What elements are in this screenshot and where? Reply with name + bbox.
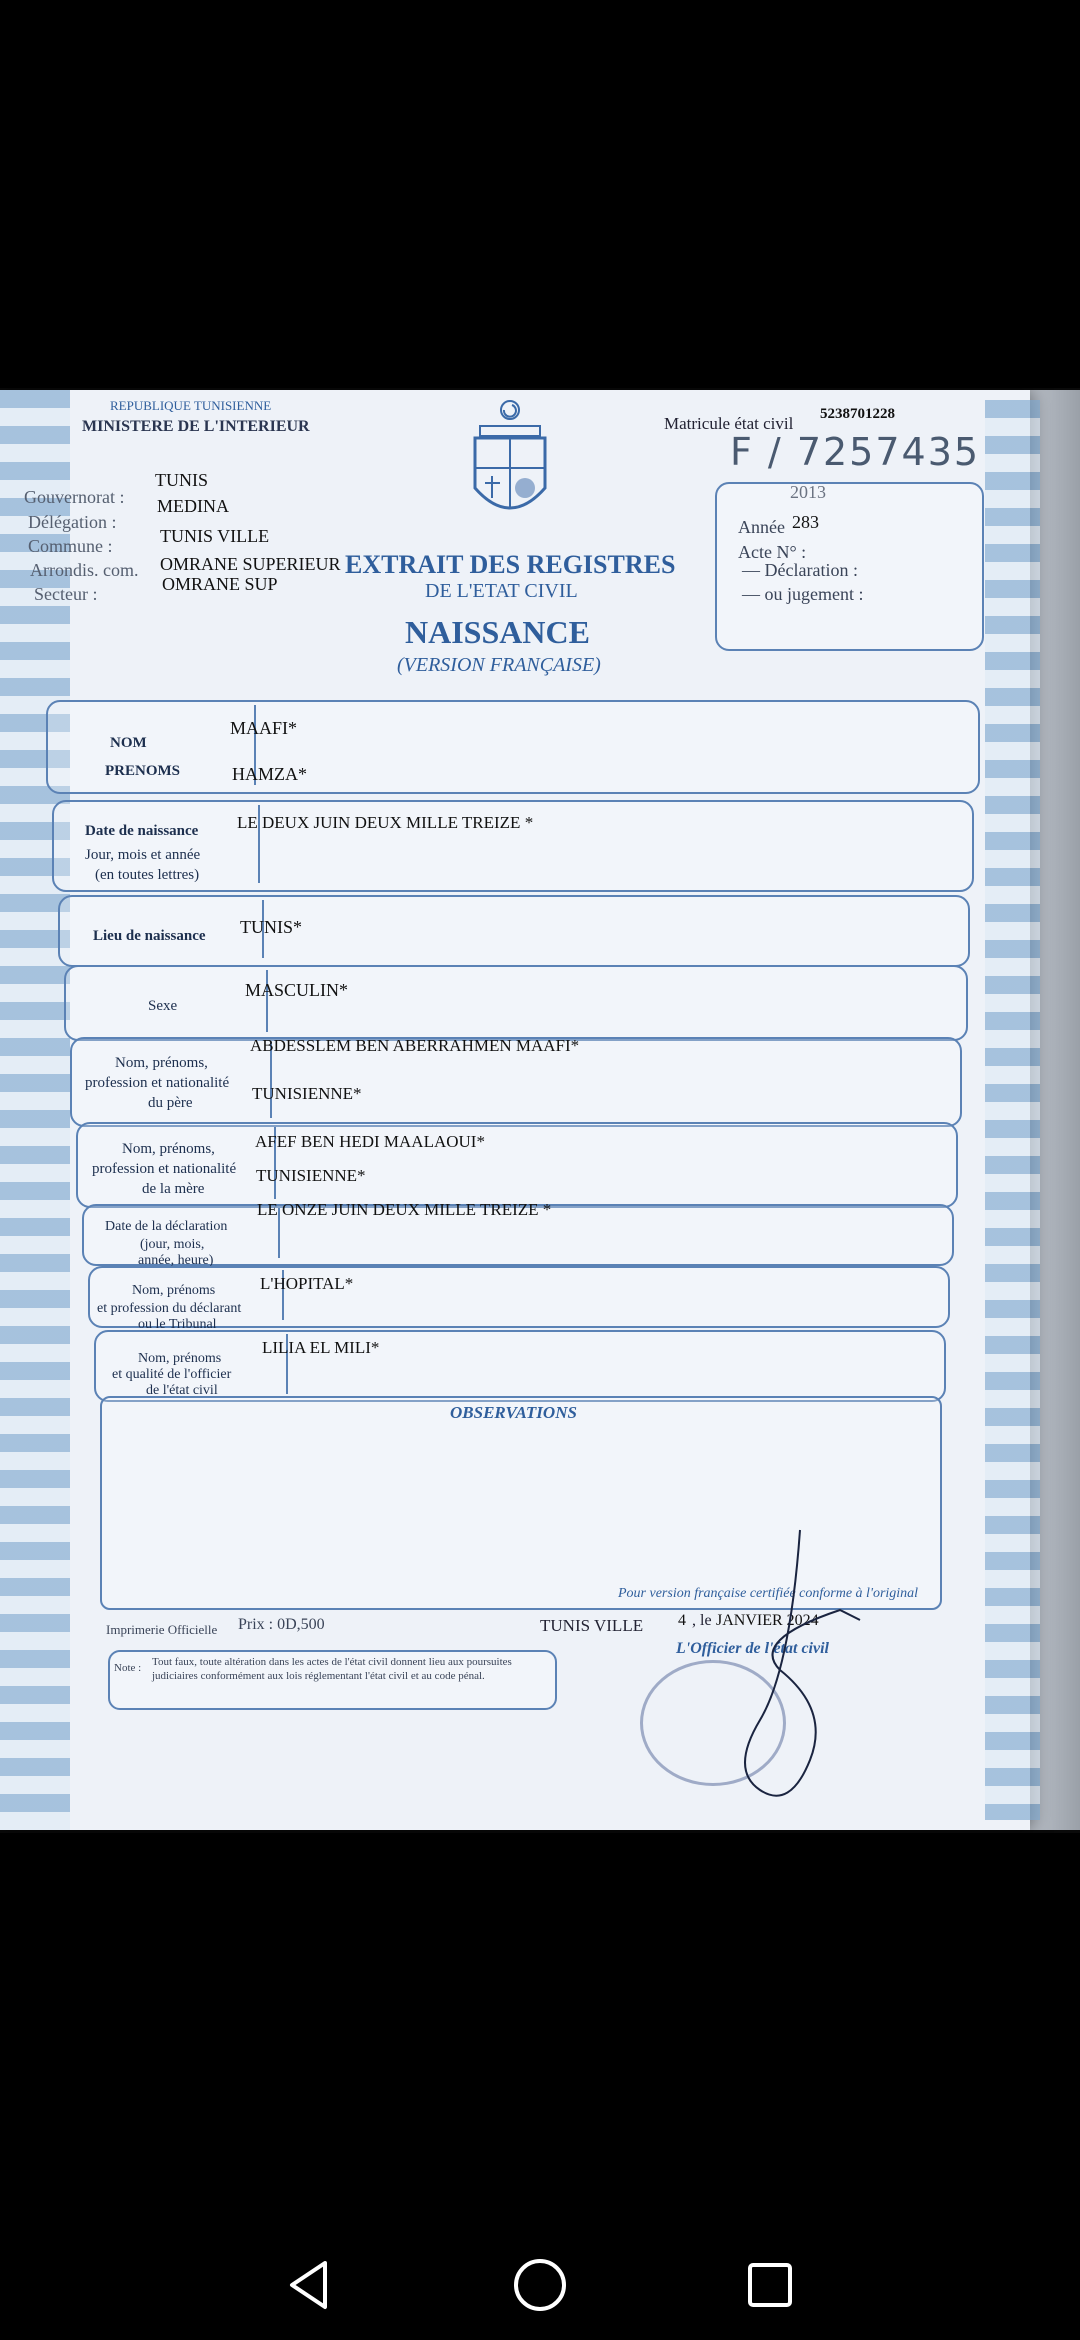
- matricule-label: Matricule état civil: [664, 414, 794, 433]
- sexe-value: MASCULIN*: [245, 980, 349, 1000]
- declarant-row: [88, 1266, 950, 1328]
- declaration-label: — Déclaration :: [742, 560, 858, 580]
- pere-label: Nom, prénoms,: [115, 1055, 208, 1071]
- gouvernorat-label: Gouvernorat :: [24, 487, 125, 507]
- officier-signature-title: L'Officier de l'état civil: [676, 1640, 829, 1657]
- matricule-value: 5238701228: [820, 406, 895, 422]
- decl-label: Date de la déclaration: [105, 1219, 228, 1234]
- prix-label: Prix : 0D,500: [238, 1616, 325, 1633]
- annee-label: Année: [738, 517, 785, 537]
- arrondis-value: OMRANE SUPERIEUR: [160, 554, 341, 574]
- document-subtitle: DE L'ETAT CIVIL: [425, 580, 578, 602]
- dob-label-sub1: Jour, mois et année: [85, 847, 201, 863]
- dob-value: LE DEUX JUIN DEUX MILLE TREIZE *: [237, 813, 534, 832]
- officier-value: LILIA EL MILI*: [262, 1338, 380, 1357]
- prenoms-label: PRENOMS: [105, 763, 180, 779]
- decorative-border-left: [0, 390, 70, 1830]
- officier-label-sub2: de l'état civil: [146, 1383, 218, 1398]
- delegation-label: Délégation :: [28, 512, 117, 532]
- signature-date: JANVIER 2024: [716, 1612, 819, 1629]
- version-subtitle: (VERSION FRANÇAISE): [397, 654, 601, 676]
- decl-label-sub2: année, heure): [138, 1253, 214, 1268]
- sexe-label: Sexe: [148, 998, 178, 1014]
- date-separator: , le: [692, 1612, 712, 1629]
- decl-value: LE ONZE JUIN DEUX MILLE TREIZE *: [257, 1200, 552, 1219]
- back-triangle-icon[interactable]: [280, 2255, 340, 2315]
- document-title: EXTRAIT DES REGISTRES: [345, 550, 676, 579]
- declarant-label-sub2: ou le Tribunal: [138, 1317, 217, 1332]
- declarant-label-sub1: et profession du déclarant: [97, 1301, 242, 1316]
- secteur-value: OMRANE SUP: [162, 574, 278, 594]
- mere-value-name: AFEF BEN HEDI MAALAOUI*: [255, 1132, 485, 1151]
- tunisia-coat-of-arms-icon: [470, 398, 550, 533]
- dob-label-sub2: (en toutes lettres): [95, 867, 200, 883]
- pere-value-name: ABDESSLEM BEN ABERRAHMEN MAAFI*: [250, 1036, 580, 1055]
- delegation-value: MEDINA: [157, 496, 229, 516]
- note-label: Note :: [114, 1662, 142, 1674]
- nom-prenoms-row: [46, 700, 980, 794]
- pere-label-sub2: du père: [148, 1095, 193, 1111]
- republic-text: REPUBLIQUE TUNISIENNE: [110, 398, 272, 413]
- gouvernorat-value: TUNIS: [155, 470, 208, 490]
- prenom-value: HAMZA*: [232, 764, 307, 784]
- officier-label: Nom, prénoms: [138, 1351, 222, 1366]
- note-text: Tout faux, toute altération dans les actes de l'état civil donnent lieu aux poursuites judiciaires conformément aux lois réglementant l'état civil et au code pénal.: [152, 1656, 512, 1682]
- nom-value: MAAFI*: [230, 718, 298, 738]
- commune-value: TUNIS VILLE: [160, 526, 270, 546]
- arrondis-label: Arrondis. com.: [30, 560, 139, 580]
- lieu-label: Lieu de naissance: [93, 928, 206, 944]
- mere-value-nationality: TUNISIENNE*: [256, 1166, 366, 1185]
- nom-label: NOM: [110, 735, 147, 751]
- home-circle-icon[interactable]: [510, 2255, 570, 2315]
- naissance-title: NAISSANCE: [405, 614, 590, 650]
- dob-label: Date de naissance: [85, 823, 199, 839]
- signature-day: 4: [678, 1612, 686, 1629]
- recents-square-icon[interactable]: [740, 2255, 800, 2315]
- certifie-text: Pour version française certifiée conforme à l'original: [618, 1586, 919, 1601]
- lieu-value: TUNIS*: [240, 917, 302, 937]
- imprimerie-label: Imprimerie Officielle: [106, 1622, 218, 1637]
- handwritten-reference: F / 7257435: [730, 430, 981, 474]
- secteur-label: Secteur :: [34, 584, 98, 604]
- ministry-text: MINISTERE DE L'INTERIEUR: [82, 418, 310, 435]
- observations-label: OBSERVATIONS: [450, 1403, 577, 1422]
- annee-value: 283: [792, 512, 819, 532]
- pere-label-sub1: profession et nationalité: [85, 1075, 230, 1091]
- mere-label-sub1: profession et nationalité: [92, 1161, 237, 1177]
- declarant-label: Nom, prénoms: [132, 1283, 216, 1298]
- declarant-value: L'HOPITAL*: [260, 1274, 354, 1293]
- decl-label-sub1: (jour, mois,: [140, 1237, 205, 1252]
- commune-label: Commune :: [28, 536, 113, 556]
- pere-value-nationality: TUNISIENNE*: [252, 1084, 362, 1103]
- officier-label-sub1: et qualité de l'officier: [112, 1367, 232, 1382]
- handwritten-year: 2013: [790, 482, 826, 502]
- signature-place: TUNIS VILLE: [540, 1616, 644, 1635]
- mere-label: Nom, prénoms,: [122, 1141, 215, 1157]
- decorative-border-right: [985, 400, 1040, 1820]
- handwritten-signature-icon: [720, 1520, 880, 1820]
- mere-label-sub2: de la mère: [142, 1181, 205, 1197]
- sexe-row: [64, 965, 968, 1041]
- jugement-label: — ou jugement :: [742, 584, 864, 604]
- acte-number-label: Acte N° :: [738, 542, 807, 562]
